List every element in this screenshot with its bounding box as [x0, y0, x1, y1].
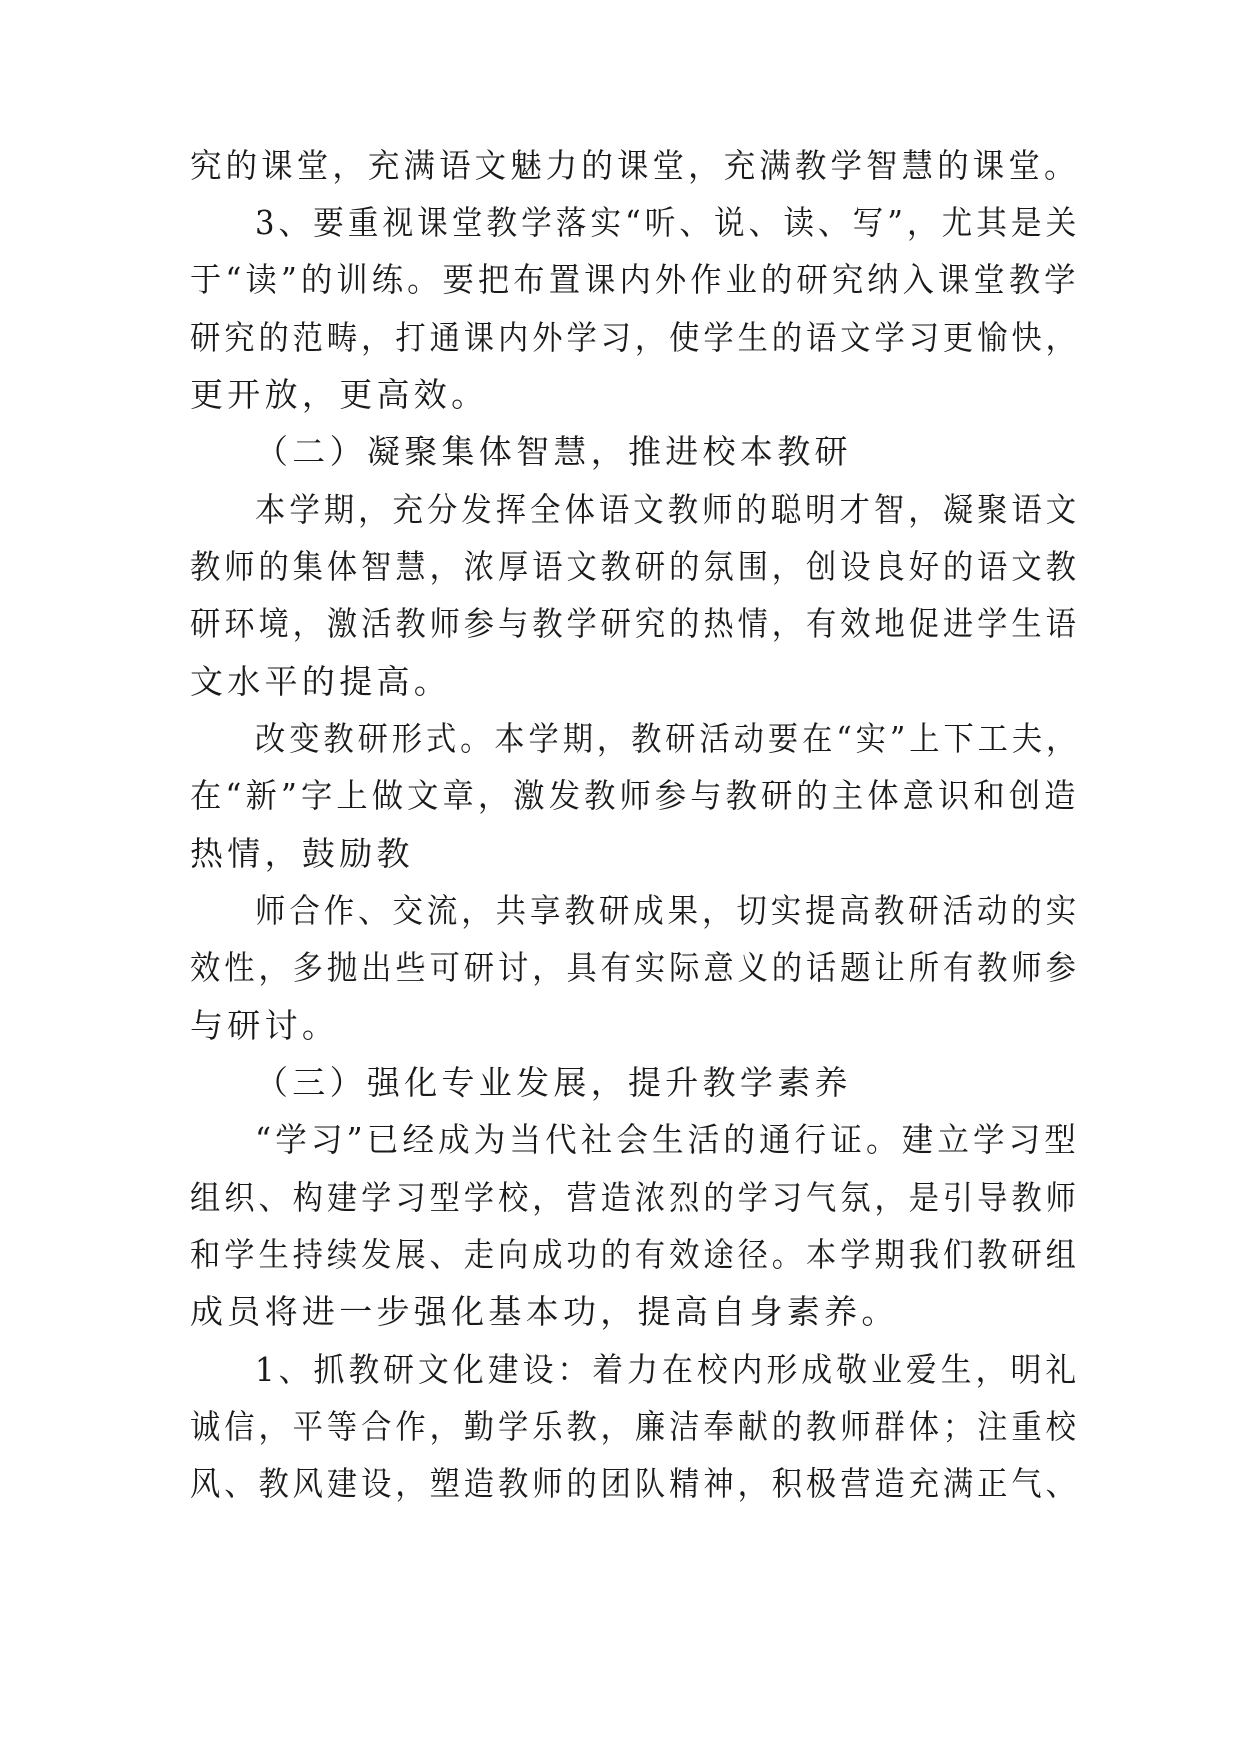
- text-line: 改变教研形式。本学期，教研活动要在“实”上下工夫，: [255, 719, 1081, 758]
- text-line: “学习”已经成为当代社会生活的通行证。建立学习型: [255, 1120, 1080, 1159]
- text-line: 与研讨。: [190, 1006, 340, 1045]
- text-line: 教师的集体智慧，浓厚语文教研的氛围，创设良好的语文教: [190, 547, 1080, 586]
- text-line: 和学生持续发展、走向成功的有效途径。本学期我们教研组: [190, 1235, 1080, 1274]
- text-line: 效性，多抛出些可研讨，具有实际意义的话题让所有教师参: [190, 948, 1080, 987]
- text-line: 于“读”的训练。要把布置课内外作业的研究纳入课堂教学: [190, 260, 1080, 299]
- text-line: 成员将进一步强化基本功，提高自身素养。: [190, 1292, 899, 1331]
- text-line: 3、要重视课堂教学落实“听、说、读、写”，尤其是关: [255, 203, 1081, 242]
- section-heading: （二）凝聚集体智慧，推进校本教研: [255, 432, 852, 471]
- text-line: 在“新”字上做文章，激发教师参与教研的主体意识和创造: [190, 776, 1080, 815]
- text-line: 风、教风建设，塑造教师的团队精神，积极营造充满正气、: [190, 1464, 1080, 1503]
- text-line: 更开放，更高效。: [190, 375, 489, 414]
- text-line: 师合作、交流，共享教研成果，切实提高教研活动的实: [255, 891, 1081, 930]
- text-line: 本学期，充分发挥全体语文教师的聪明才智，凝聚语文: [255, 490, 1081, 529]
- text-line: 究的课堂，充满语文魅力的课堂，充满教学智慧的课堂。: [190, 146, 1080, 185]
- text-line: 诚信，平等合作，勤学乐教，廉洁奉献的教师群体；注重校: [190, 1407, 1080, 1446]
- text-line: 研究的范畴，打通课内外学习，使学生的语文学习更愉快，: [190, 318, 1080, 357]
- section-heading: （三）强化专业发展，提升教学素养: [255, 1063, 852, 1102]
- text-line: 热情，鼓励教: [190, 834, 414, 873]
- text-line: 1、抓教研文化建设：着力在校内形成敬业爱生，明礼: [255, 1350, 1081, 1389]
- text-line: 文水平的提高。: [190, 662, 452, 701]
- text-line: 研环境，激活教师参与教学研究的热情，有效地促进学生语: [190, 604, 1080, 643]
- text-line: 组织、构建学习型学校，营造浓烈的学习气氛，是引导教师: [190, 1178, 1080, 1217]
